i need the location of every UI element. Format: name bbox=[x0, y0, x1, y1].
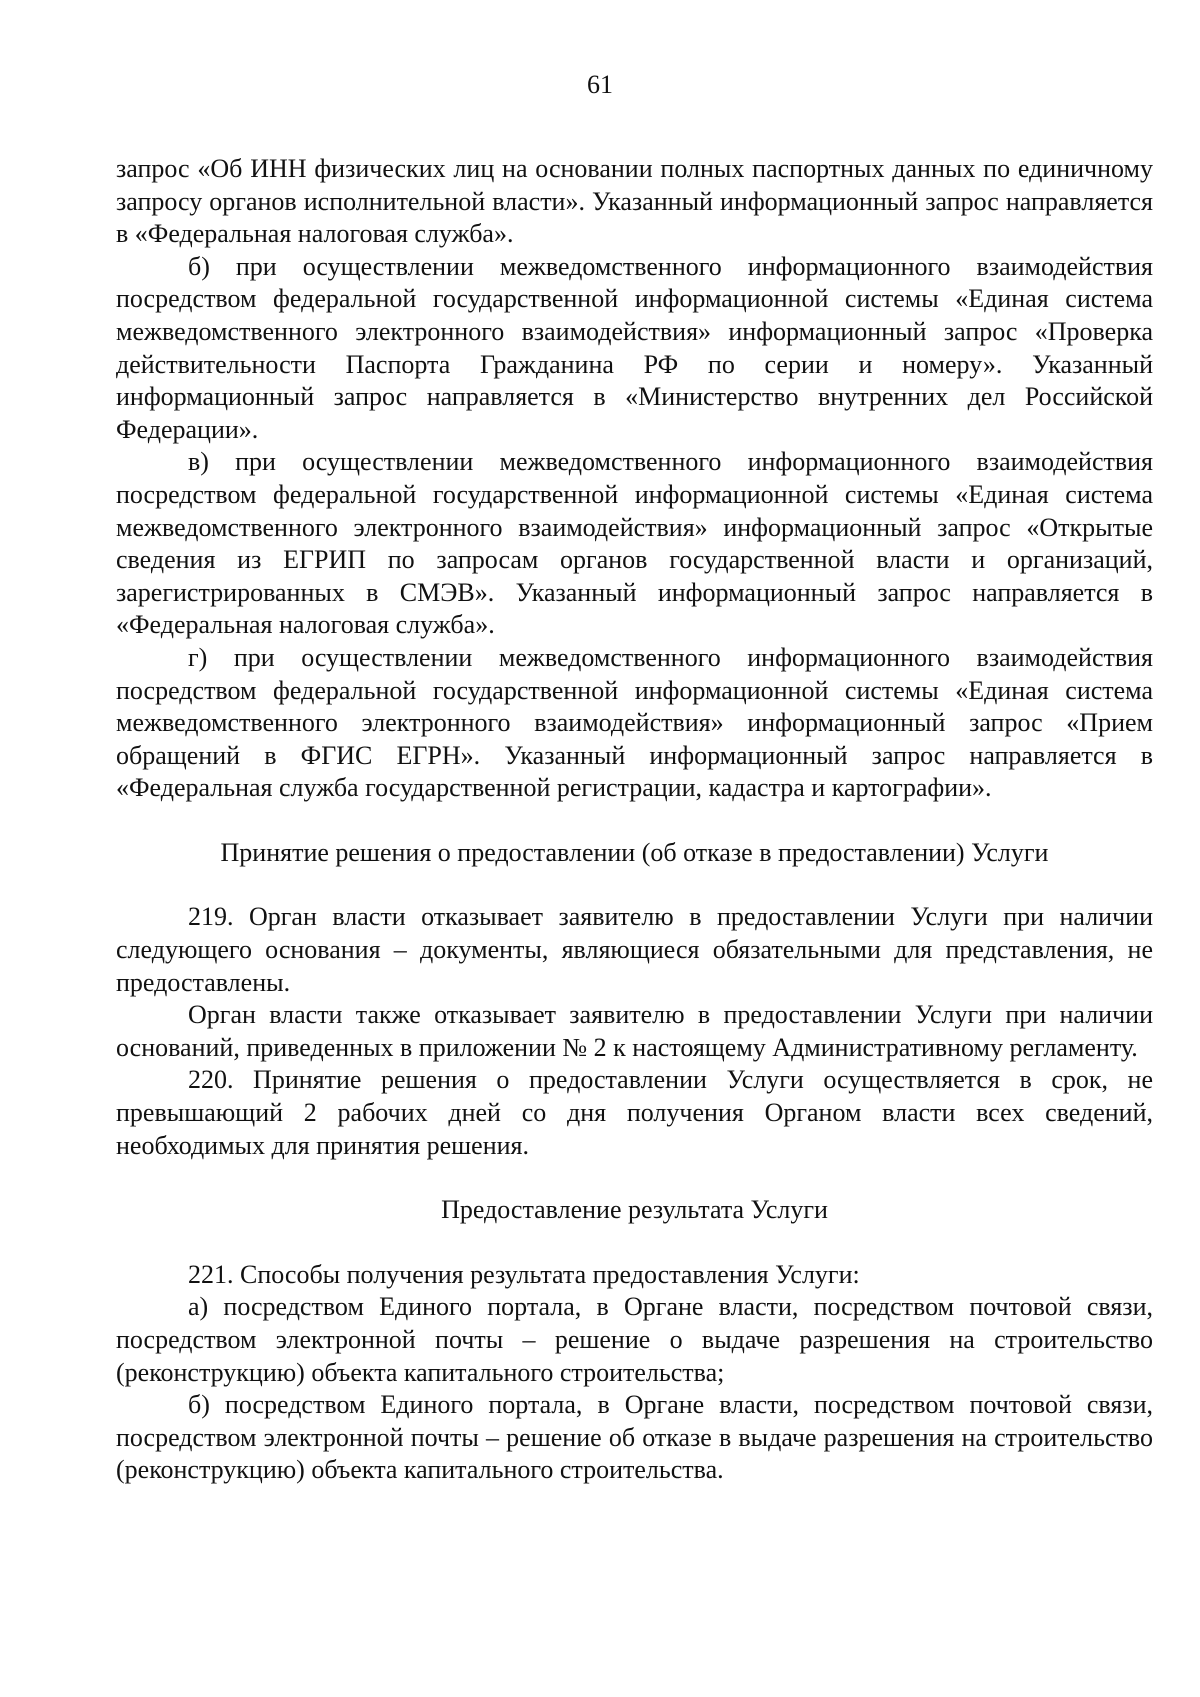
document-body bbox=[116, 153, 1153, 1487]
paragraph-221-b: б) посредством Единого портала, в Органе власти, посредством почтовой связи, посредством электронной почты – решение об отказе в выдаче разрешения на строительство (реконструкцию) объекта капитального строительства. bbox=[116, 1390, 1153, 1485]
paragraph-item-v: в) при осуществлении межведомственного информационного взаимодействия посредством федеральной государственной информационной системы «Единая система межведомственного электронного взаимодействия» информационный запрос «Открытые сведения из ЕГРИП по запросам органов государственной власти и организаций, зарегистрированных в СМЭВ». Указанный информационный запрос направляется в «Федеральная налоговая служба». bbox=[116, 447, 1153, 640]
paragraph-221: 221. Способы получения результата предоставления Услуги: bbox=[188, 1259, 860, 1289]
page-number: 61 bbox=[587, 70, 613, 99]
paragraph-continuation: запрос «Об ИНН физических лиц на основании полных паспортных данных по единичному запросу органов исполнительной власти». Указанный информационный запрос направляется в «Федеральная налоговая служба». bbox=[116, 154, 1153, 249]
paragraph-221-a: а) посредством Единого портала, в Органе власти, посредством почтовой связи, посредством электронной почты – решение о выдаче разрешения на строительство (реконструкцию) объекта капитального строительства; bbox=[116, 1292, 1153, 1387]
section-heading-result: Предоставление результата Услуги bbox=[441, 1195, 828, 1225]
paragraph-item-g: г) при осуществлении межведомственного информационного взаимодействия посредством федеральной государственной информационной системы «Единая система межведомственного электронного взаимодействия» информационный запрос «Прием обращений в ФГИС ЕГРН». Указанный информационный запрос направляется в «Федеральная служба государственной регистрации, кадастра и картографии». bbox=[116, 642, 1153, 803]
paragraph-220: 220. Принятие решения о предоставлении Услуги осуществляется в срок, не превышающий 2 рабочих дней со дня получения Органом власти всех сведений, необходимых для принятия решения. bbox=[116, 1065, 1153, 1160]
paragraph-refusal-grounds: Орган власти также отказывает заявителю в предоставлении Услуги при наличии оснований, приведенных в приложении № 2 к настоящему Административному регламенту. bbox=[116, 1000, 1153, 1062]
section-heading-decision: Принятие решения о предоставлении (об отказе в предоставлении) Услуги bbox=[220, 837, 1049, 867]
paragraph-219: 219. Орган власти отказывает заявителю в предоставлении Услуги при наличии следующего основания – документы, являющиеся обязательными для представления, не предоставлены. bbox=[116, 902, 1153, 997]
paragraph-item-b: б) при осуществлении межведомственного информационного взаимодействия посредством федеральной государственной информационной системы «Единая система межведомственного электронного взаимодействия» информационный запрос «Проверка действительности Паспорта Гражданина РФ по серии и номеру». Указанный информационный запрос направляется в «Министерство внутренних дел Российской Федерации». bbox=[116, 251, 1153, 444]
